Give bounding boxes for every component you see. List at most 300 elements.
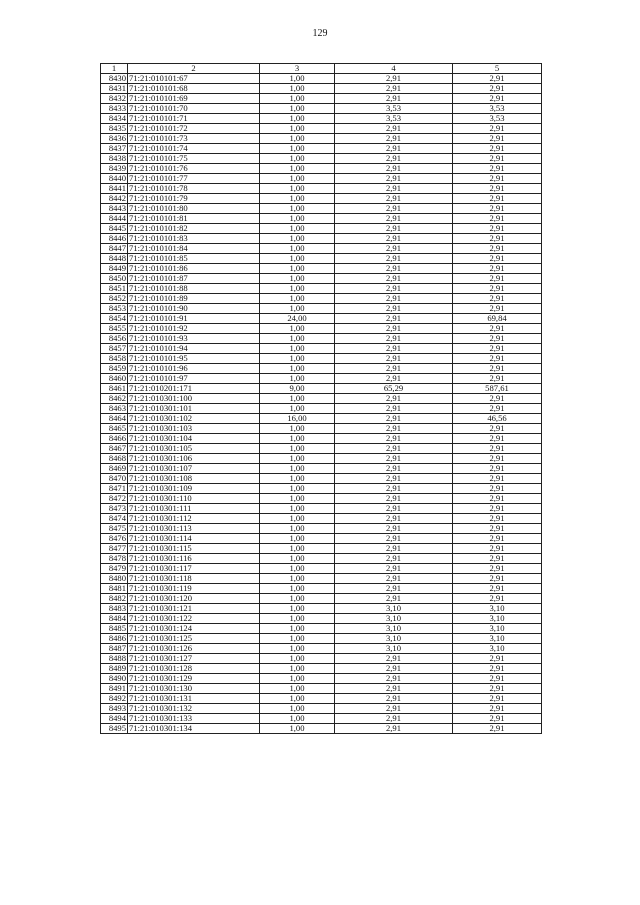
- cadastral-number-cell: 71:21:010301:109: [128, 484, 260, 494]
- cadastral-number-cell: 71:21:010101:80: [128, 204, 260, 214]
- quantity-cell: 1,00: [260, 534, 335, 544]
- total-cell: 2,91: [453, 394, 542, 404]
- rate-cell: 2,91: [335, 364, 453, 374]
- table-row: [101, 264, 542, 274]
- rate-cell: 2,91: [335, 464, 453, 474]
- rate-cell: 2,91: [335, 94, 453, 104]
- rate-cell: 2,91: [335, 424, 453, 434]
- header-row: [101, 64, 542, 74]
- cadastral-number-cell: 71:21:010301:120: [128, 594, 260, 604]
- rate-cell: 2,91: [335, 324, 453, 334]
- cadastral-number-cell: 71:21:010301:119: [128, 584, 260, 594]
- cadastral-number-cell: 71:21:010101:77: [128, 174, 260, 184]
- quantity-cell: 1,00: [260, 634, 335, 644]
- quantity-cell: 1,00: [260, 324, 335, 334]
- rate-cell: 2,91: [335, 564, 453, 574]
- row-number-cell: 8490: [101, 674, 128, 684]
- table-row: [101, 224, 542, 234]
- table-row: [101, 124, 542, 134]
- quantity-cell: 1,00: [260, 504, 335, 514]
- quantity-cell: 1,00: [260, 144, 335, 154]
- table-row: [101, 164, 542, 174]
- row-number-cell: 8448: [101, 254, 128, 264]
- total-cell: 2,91: [453, 74, 542, 84]
- rate-cell: 2,91: [335, 234, 453, 244]
- quantity-cell: 1,00: [260, 444, 335, 454]
- quantity-cell: 1,00: [260, 254, 335, 264]
- total-cell: 2,91: [453, 254, 542, 264]
- row-number-cell: 8438: [101, 154, 128, 164]
- total-cell: 3,10: [453, 644, 542, 654]
- cadastral-number-cell: 71:21:010301:130: [128, 684, 260, 694]
- row-number-cell: 8480: [101, 574, 128, 584]
- quantity-cell: 1,00: [260, 114, 335, 124]
- table-row: [101, 564, 542, 574]
- cadastral-number-cell: 71:21:010301:116: [128, 554, 260, 564]
- total-cell: 2,91: [453, 204, 542, 214]
- cadastral-number-cell: 71:21:010301:125: [128, 634, 260, 644]
- row-number-cell: 8466: [101, 434, 128, 444]
- rate-cell: 2,91: [335, 204, 453, 214]
- row-number-cell: 8479: [101, 564, 128, 574]
- quantity-cell: 1,00: [260, 74, 335, 84]
- rate-cell: 2,91: [335, 354, 453, 364]
- cadastral-number-cell: 71:21:010101:79: [128, 194, 260, 204]
- total-cell: 2,91: [453, 684, 542, 694]
- cadastral-number-cell: 71:21:010101:81: [128, 214, 260, 224]
- quantity-cell: 1,00: [260, 704, 335, 714]
- cadastral-number-cell: 71:21:010101:72: [128, 124, 260, 134]
- total-cell: 587,61: [453, 384, 542, 394]
- total-cell: 2,91: [453, 454, 542, 464]
- row-number-cell: 8473: [101, 504, 128, 514]
- total-cell: 2,91: [453, 164, 542, 174]
- quantity-cell: 1,00: [260, 94, 335, 104]
- cadastral-number-cell: 71:21:010201:171: [128, 384, 260, 394]
- total-cell: 2,91: [453, 214, 542, 224]
- cadastral-number-cell: 71:21:010101:97: [128, 374, 260, 384]
- cadastral-number-cell: 71:21:010101:68: [128, 84, 260, 94]
- column-header: 4: [335, 64, 453, 74]
- row-number-cell: 8468: [101, 454, 128, 464]
- quantity-cell: 1,00: [260, 354, 335, 364]
- total-cell: 2,91: [453, 584, 542, 594]
- quantity-cell: 1,00: [260, 184, 335, 194]
- row-number-cell: 8433: [101, 104, 128, 114]
- table-row: [101, 544, 542, 554]
- row-number-cell: 8482: [101, 594, 128, 604]
- rate-cell: 2,91: [335, 274, 453, 284]
- quantity-cell: 1,00: [260, 104, 335, 114]
- row-number-cell: 8436: [101, 134, 128, 144]
- quantity-cell: 1,00: [260, 574, 335, 584]
- table-row: [101, 324, 542, 334]
- quantity-cell: 1,00: [260, 614, 335, 624]
- rate-cell: 2,91: [335, 344, 453, 354]
- quantity-cell: 1,00: [260, 664, 335, 674]
- rate-cell: 2,91: [335, 544, 453, 554]
- cadastral-number-cell: 71:21:010101:82: [128, 224, 260, 234]
- rate-cell: 2,91: [335, 134, 453, 144]
- row-number-cell: 8495: [101, 724, 128, 734]
- page-number: 129: [312, 28, 328, 39]
- row-number-cell: 8454: [101, 314, 128, 324]
- total-cell: 2,91: [453, 704, 542, 714]
- row-number-cell: 8493: [101, 704, 128, 714]
- row-number-cell: 8452: [101, 294, 128, 304]
- row-number-cell: 8441: [101, 184, 128, 194]
- cadastral-number-cell: 71:21:010301:113: [128, 524, 260, 534]
- row-number-cell: 8460: [101, 374, 128, 384]
- rate-cell: 2,91: [335, 704, 453, 714]
- data-table: [100, 63, 542, 734]
- rate-cell: 2,91: [335, 444, 453, 454]
- rate-cell: 2,91: [335, 404, 453, 414]
- total-cell: 2,91: [453, 154, 542, 164]
- quantity-cell: 24,00: [260, 314, 335, 324]
- quantity-cell: 1,00: [260, 494, 335, 504]
- rate-cell: 2,91: [335, 174, 453, 184]
- total-cell: 2,91: [453, 274, 542, 284]
- cadastral-number-cell: 71:21:010101:76: [128, 164, 260, 174]
- total-cell: 2,91: [453, 94, 542, 104]
- rate-cell: 2,91: [335, 594, 453, 604]
- table-row: [101, 524, 542, 534]
- rate-cell: 2,91: [335, 514, 453, 524]
- quantity-cell: 1,00: [260, 554, 335, 564]
- total-cell: 2,91: [453, 194, 542, 204]
- table-row: [101, 344, 542, 354]
- total-cell: 2,91: [453, 514, 542, 524]
- table-row: [101, 414, 542, 424]
- quantity-cell: 1,00: [260, 464, 335, 474]
- cadastral-number-cell: 71:21:010301:111: [128, 504, 260, 514]
- total-cell: 2,91: [453, 84, 542, 94]
- rate-cell: 2,91: [335, 574, 453, 584]
- quantity-cell: 1,00: [260, 134, 335, 144]
- rate-cell: 3,53: [335, 114, 453, 124]
- quantity-cell: 1,00: [260, 244, 335, 254]
- rate-cell: 2,91: [335, 684, 453, 694]
- table-row: [101, 684, 542, 694]
- quantity-cell: 1,00: [260, 294, 335, 304]
- total-cell: 3,10: [453, 624, 542, 634]
- table-row: [101, 244, 542, 254]
- cadastral-number-cell: 71:21:010101:70: [128, 104, 260, 114]
- cadastral-number-cell: 71:21:010301:133: [128, 714, 260, 724]
- total-cell: 3,10: [453, 614, 542, 624]
- quantity-cell: 1,00: [260, 544, 335, 554]
- cadastral-number-cell: 71:21:010301:124: [128, 624, 260, 634]
- row-number-cell: 8463: [101, 404, 128, 414]
- rate-cell: 2,91: [335, 164, 453, 174]
- cadastral-number-cell: 71:21:010301:126: [128, 644, 260, 654]
- table-row: [101, 74, 542, 84]
- table-row: [101, 114, 542, 124]
- table-row: [101, 634, 542, 644]
- cadastral-number-cell: 71:21:010101:85: [128, 254, 260, 264]
- rate-cell: 2,91: [335, 154, 453, 164]
- table-row: [101, 314, 542, 324]
- quantity-cell: 1,00: [260, 524, 335, 534]
- row-number-cell: 8488: [101, 654, 128, 664]
- rate-cell: 2,91: [335, 284, 453, 294]
- total-cell: 2,91: [453, 534, 542, 544]
- cadastral-number-cell: 71:21:010301:131: [128, 694, 260, 704]
- total-cell: 2,91: [453, 234, 542, 244]
- rate-cell: 2,91: [335, 484, 453, 494]
- cadastral-number-cell: 71:21:010101:90: [128, 304, 260, 314]
- row-number-cell: 8456: [101, 334, 128, 344]
- table-row: [101, 674, 542, 684]
- quantity-cell: 1,00: [260, 434, 335, 444]
- row-number-cell: 8477: [101, 544, 128, 554]
- row-number-cell: 8494: [101, 714, 128, 724]
- quantity-cell: 1,00: [260, 364, 335, 374]
- total-cell: 2,91: [453, 294, 542, 304]
- cadastral-number-cell: 71:21:010101:75: [128, 154, 260, 164]
- rate-cell: 2,91: [335, 194, 453, 204]
- row-number-cell: 8449: [101, 264, 128, 274]
- row-number-cell: 8431: [101, 84, 128, 94]
- table-row: [101, 474, 542, 484]
- table-row: [101, 234, 542, 244]
- table-row: [101, 424, 542, 434]
- total-cell: 2,91: [453, 474, 542, 484]
- table-row: [101, 694, 542, 704]
- cadastral-number-cell: 71:21:010101:74: [128, 144, 260, 154]
- table-row: [101, 384, 542, 394]
- total-cell: 2,91: [453, 714, 542, 724]
- quantity-cell: 16,00: [260, 414, 335, 424]
- row-number-cell: 8455: [101, 324, 128, 334]
- total-cell: 2,91: [453, 524, 542, 534]
- cadastral-number-cell: 71:21:010301:134: [128, 724, 260, 734]
- rate-cell: 2,91: [335, 434, 453, 444]
- rate-cell: 2,91: [335, 414, 453, 424]
- quantity-cell: 1,00: [260, 284, 335, 294]
- rate-cell: 2,91: [335, 664, 453, 674]
- row-number-cell: 8483: [101, 604, 128, 614]
- rate-cell: 2,91: [335, 724, 453, 734]
- row-number-cell: 8462: [101, 394, 128, 404]
- quantity-cell: 1,00: [260, 484, 335, 494]
- total-cell: 46,56: [453, 414, 542, 424]
- rate-cell: 2,91: [335, 714, 453, 724]
- row-number-cell: 8440: [101, 174, 128, 184]
- table-row: [101, 254, 542, 264]
- quantity-cell: 9,00: [260, 384, 335, 394]
- quantity-cell: 1,00: [260, 514, 335, 524]
- cadastral-number-cell: 71:21:010101:84: [128, 244, 260, 254]
- cadastral-number-cell: 71:21:010101:86: [128, 264, 260, 274]
- rate-cell: 2,91: [335, 534, 453, 544]
- cadastral-number-cell: 71:21:010301:105: [128, 444, 260, 454]
- total-cell: 2,91: [453, 434, 542, 444]
- row-number-cell: 8451: [101, 284, 128, 294]
- total-cell: 2,91: [453, 374, 542, 384]
- total-cell: 2,91: [453, 344, 542, 354]
- table-row: [101, 284, 542, 294]
- quantity-cell: 1,00: [260, 694, 335, 704]
- cadastral-number-cell: 71:21:010301:104: [128, 434, 260, 444]
- table-row: [101, 364, 542, 374]
- row-number-cell: 8492: [101, 694, 128, 704]
- table-row: [101, 614, 542, 624]
- table-row: [101, 584, 542, 594]
- total-cell: 2,91: [453, 424, 542, 434]
- rate-cell: 2,91: [335, 74, 453, 84]
- rate-cell: 2,91: [335, 524, 453, 534]
- cadastral-number-cell: 71:21:010101:93: [128, 334, 260, 344]
- rate-cell: 2,91: [335, 454, 453, 464]
- column-header: 2: [128, 64, 260, 74]
- row-number-cell: 8434: [101, 114, 128, 124]
- quantity-cell: 1,00: [260, 194, 335, 204]
- total-cell: 2,91: [453, 464, 542, 474]
- row-number-cell: 8481: [101, 584, 128, 594]
- row-number-cell: 8446: [101, 234, 128, 244]
- cadastral-number-cell: 71:21:010301:112: [128, 514, 260, 524]
- cadastral-number-cell: 71:21:010301:117: [128, 564, 260, 574]
- row-number-cell: 8439: [101, 164, 128, 174]
- row-number-cell: 8472: [101, 494, 128, 504]
- row-number-cell: 8457: [101, 344, 128, 354]
- total-cell: 2,91: [453, 224, 542, 234]
- total-cell: 2,91: [453, 324, 542, 334]
- quantity-cell: 1,00: [260, 454, 335, 464]
- table-row: [101, 404, 542, 414]
- column-header: 1: [101, 64, 128, 74]
- rate-cell: 2,91: [335, 224, 453, 234]
- rate-cell: 2,91: [335, 334, 453, 344]
- row-number-cell: 8487: [101, 644, 128, 654]
- rate-cell: 2,91: [335, 184, 453, 194]
- row-number-cell: 8486: [101, 634, 128, 644]
- cadastral-number-cell: 71:21:010301:122: [128, 614, 260, 624]
- table-row: [101, 174, 542, 184]
- row-number-cell: 8447: [101, 244, 128, 254]
- quantity-cell: 1,00: [260, 304, 335, 314]
- total-cell: 2,91: [453, 654, 542, 664]
- row-number-cell: 8478: [101, 554, 128, 564]
- rate-cell: 3,53: [335, 104, 453, 114]
- column-header: 5: [453, 64, 542, 74]
- cadastral-number-cell: 71:21:010301:102: [128, 414, 260, 424]
- cadastral-number-cell: 71:21:010101:89: [128, 294, 260, 304]
- quantity-cell: 1,00: [260, 234, 335, 244]
- cadastral-number-cell: 71:21:010301:110: [128, 494, 260, 504]
- table-row: [101, 444, 542, 454]
- row-number-cell: 8445: [101, 224, 128, 234]
- row-number-cell: 8461: [101, 384, 128, 394]
- cadastral-number-cell: 71:21:010301:118: [128, 574, 260, 584]
- rate-cell: 2,91: [335, 674, 453, 684]
- table-row: [101, 144, 542, 154]
- cadastral-number-cell: 71:21:010101:71: [128, 114, 260, 124]
- table-row: [101, 454, 542, 464]
- total-cell: 2,91: [453, 354, 542, 364]
- table-row: [101, 334, 542, 344]
- table-row: [101, 554, 542, 564]
- total-cell: 2,91: [453, 404, 542, 414]
- row-number-cell: 8450: [101, 274, 128, 284]
- cadastral-number-cell: 71:21:010301:132: [128, 704, 260, 714]
- table-row: [101, 354, 542, 364]
- quantity-cell: 1,00: [260, 124, 335, 134]
- row-number-cell: 8474: [101, 514, 128, 524]
- table-body: [101, 74, 542, 734]
- quantity-cell: 1,00: [260, 374, 335, 384]
- row-number-cell: 8453: [101, 304, 128, 314]
- table-row: [101, 94, 542, 104]
- quantity-cell: 1,00: [260, 654, 335, 664]
- total-cell: 2,91: [453, 144, 542, 154]
- row-number-cell: 8467: [101, 444, 128, 454]
- quantity-cell: 1,00: [260, 564, 335, 574]
- rate-cell: 2,91: [335, 374, 453, 384]
- total-cell: 2,91: [453, 494, 542, 504]
- total-cell: 2,91: [453, 304, 542, 314]
- table-row: [101, 374, 542, 384]
- quantity-cell: 1,00: [260, 224, 335, 234]
- total-cell: 2,91: [453, 174, 542, 184]
- rate-cell: 3,10: [335, 624, 453, 634]
- total-cell: 2,91: [453, 364, 542, 374]
- cadastral-number-cell: 71:21:010101:95: [128, 354, 260, 364]
- rate-cell: 2,91: [335, 554, 453, 564]
- cadastral-number-cell: 71:21:010301:128: [128, 664, 260, 674]
- cadastral-number-cell: 71:21:010301:101: [128, 404, 260, 414]
- row-number-cell: 8437: [101, 144, 128, 154]
- cadastral-number-cell: 71:21:010301:127: [128, 654, 260, 664]
- total-cell: 2,91: [453, 484, 542, 494]
- quantity-cell: 1,00: [260, 164, 335, 174]
- rate-cell: 2,91: [335, 144, 453, 154]
- table-row: [101, 644, 542, 654]
- total-cell: 2,91: [453, 284, 542, 294]
- quantity-cell: 1,00: [260, 684, 335, 694]
- table-row: [101, 574, 542, 584]
- total-cell: 2,91: [453, 124, 542, 134]
- quantity-cell: 1,00: [260, 154, 335, 164]
- table-row: [101, 724, 542, 734]
- quantity-cell: 1,00: [260, 84, 335, 94]
- rate-cell: 2,91: [335, 264, 453, 274]
- table-row: [101, 714, 542, 724]
- quantity-cell: 1,00: [260, 594, 335, 604]
- rate-cell: 2,91: [335, 394, 453, 404]
- cadastral-number-cell: 71:21:010301:108: [128, 474, 260, 484]
- table-row: [101, 594, 542, 604]
- rate-cell: 2,91: [335, 244, 453, 254]
- quantity-cell: 1,00: [260, 474, 335, 484]
- cadastral-number-cell: 71:21:010301:114: [128, 534, 260, 544]
- row-number-cell: 8464: [101, 414, 128, 424]
- row-number-cell: 8476: [101, 534, 128, 544]
- table-row: [101, 514, 542, 524]
- cadastral-number-cell: 71:21:010101:83: [128, 234, 260, 244]
- table-row: [101, 664, 542, 674]
- cadastral-number-cell: 71:21:010101:73: [128, 134, 260, 144]
- cadastral-number-cell: 71:21:010301:107: [128, 464, 260, 474]
- quantity-cell: 1,00: [260, 424, 335, 434]
- row-number-cell: 8485: [101, 624, 128, 634]
- total-cell: 3,53: [453, 114, 542, 124]
- quantity-cell: 1,00: [260, 264, 335, 274]
- table-row: [101, 294, 542, 304]
- row-number-cell: 8459: [101, 364, 128, 374]
